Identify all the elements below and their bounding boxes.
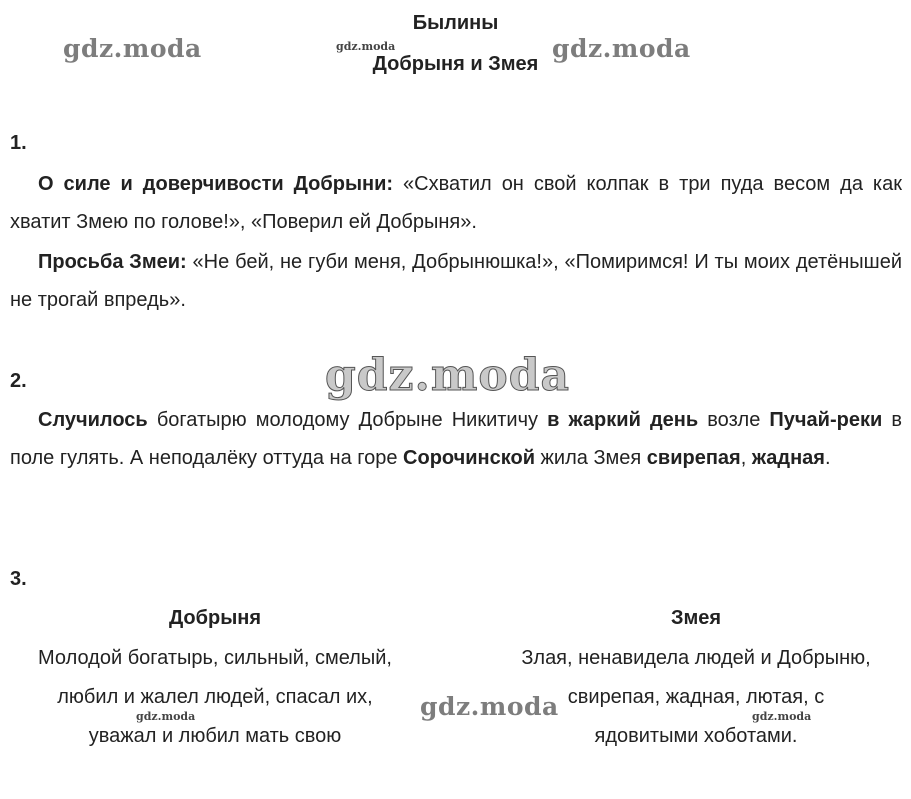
watermark-small-bottom-right: gdz.moda — [752, 710, 812, 723]
dobrynya-line-2: любил и жалел людей, спасал их, — [57, 686, 373, 708]
section-number-1: 1. — [10, 132, 27, 154]
zmeya-line-2: свирепая, жадная, лютая, с — [567, 686, 825, 708]
section2-paragraph — [10, 401, 902, 477]
watermark-top-left: gdz.moda — [63, 34, 202, 63]
column-heading-zmeya: Змея — [670, 607, 722, 629]
section2-bold-6: жадная — [751, 447, 825, 469]
zmeya-line-3: ядовитыми хоботами. — [594, 725, 798, 747]
column-text-dobrynya — [0, 639, 430, 756]
section-number-2: 2. — [10, 370, 27, 392]
dobrynya-line-3: уважал и любил мать свою — [88, 725, 342, 747]
watermark-bottom-center: gdz.moda — [420, 692, 559, 721]
section1-p1-label: О силе и доверчивости Добрыни: — [38, 173, 394, 195]
dobrynya-line-1: Молодой богатырь, сильный, смелый, — [38, 647, 392, 669]
section2-bold-4: Сорочинской — [403, 447, 535, 469]
page-title: Былины — [412, 12, 499, 34]
section-number-3: 3. — [10, 568, 27, 590]
column-heading-dobrynya: Добрыня — [168, 607, 262, 629]
section2-bold-5: свирепая — [646, 447, 741, 469]
zmeya-line-1: Злая, ненавидела людей и Добрыню, — [521, 647, 871, 669]
section2-text-6: . — [824, 447, 831, 469]
section1-paragraph-2 — [10, 243, 902, 319]
watermark-top-right: gdz.moda — [552, 34, 691, 63]
section2-text-3: в поле гулять. А неподалёку оттуда на горе — [10, 409, 902, 469]
section2-text-1: богатырю молодому Добрыне Никитичу — [147, 409, 548, 431]
page-subtitle: Добрыня и Змея — [372, 53, 539, 75]
section2-bold-3: Пучай-реки — [769, 409, 883, 431]
section2-text-4: жила Змея — [535, 447, 647, 469]
watermark-big: gdz.moda — [325, 350, 571, 401]
section1-paragraph-1 — [10, 165, 902, 241]
section1-p2-text: «Не бей, не губи меня, Добрынюшка!», «Помиримся! И ты моих детёнышей не трогай впредь». — [10, 251, 902, 311]
section1-p1-text: «Схватил он свой колпак в три пуда весом да как хватит Змею по голове!», «Поверил ей Добрыня». — [10, 173, 902, 233]
section2-bold-2: в жаркий день — [547, 409, 699, 431]
section2-text-5: , — [740, 447, 752, 469]
watermark-small-top: gdz.moda — [336, 40, 396, 53]
section2-bold-1: Случилось — [38, 409, 148, 431]
watermark-small-bottom-left: gdz.moda — [136, 710, 196, 723]
section2-text-2: возле — [698, 409, 770, 431]
section1-p2-label: Просьба Змеи: — [38, 251, 187, 273]
